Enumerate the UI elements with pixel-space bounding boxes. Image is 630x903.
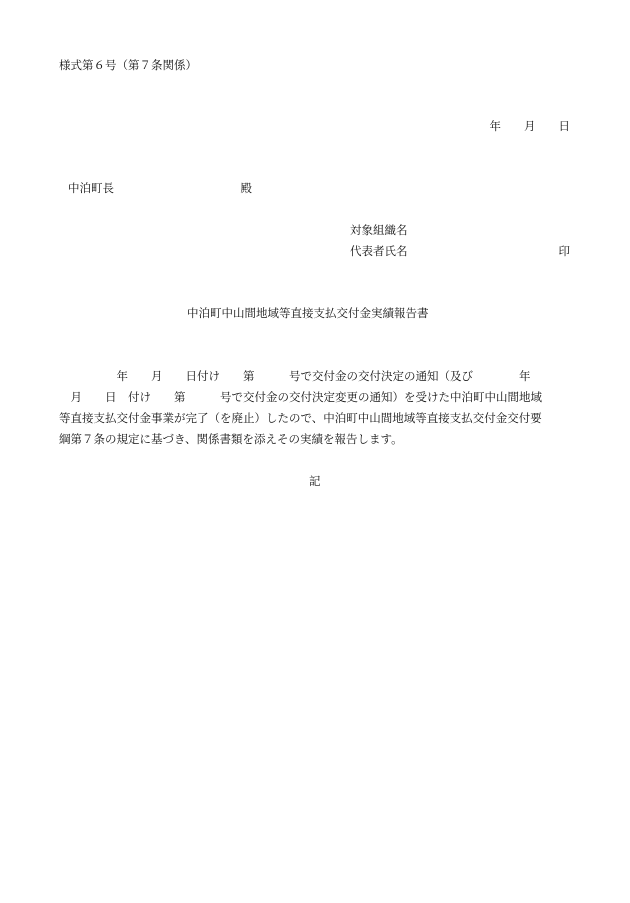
document-title: 中泊町中山間地域等直接支払交付金実績報告書 (187, 306, 429, 320)
body-text-line: 等直接支払交付金事業が完了（を廃止）したので、中泊町中山間地域等直接支払交付金交付要 (59, 411, 542, 425)
form-number-label: 様式第６号（第７条関係） (59, 58, 197, 72)
date-line: 年 月 日 (489, 119, 570, 133)
body-text-line: 年 月 日付け 第 号で交付金の交付決定の通知（及び 年 (59, 369, 531, 383)
seal-mark: 印 (558, 244, 570, 258)
representative-name-label: 代表者氏名 (350, 244, 408, 258)
body-text-line: 綱第７条の規定に基づき、関係書類を添えその実績を報告します。 (59, 432, 403, 446)
body-text-line: 月 日 付け 第 号で交付金の交付決定変更の通知）を受けた中泊町中山間地域 (59, 390, 542, 404)
org-name-label: 対象組織名 (350, 223, 408, 237)
ki-heading: 記 (309, 474, 321, 488)
addressee-line: 中泊町長 殿 (68, 181, 252, 195)
